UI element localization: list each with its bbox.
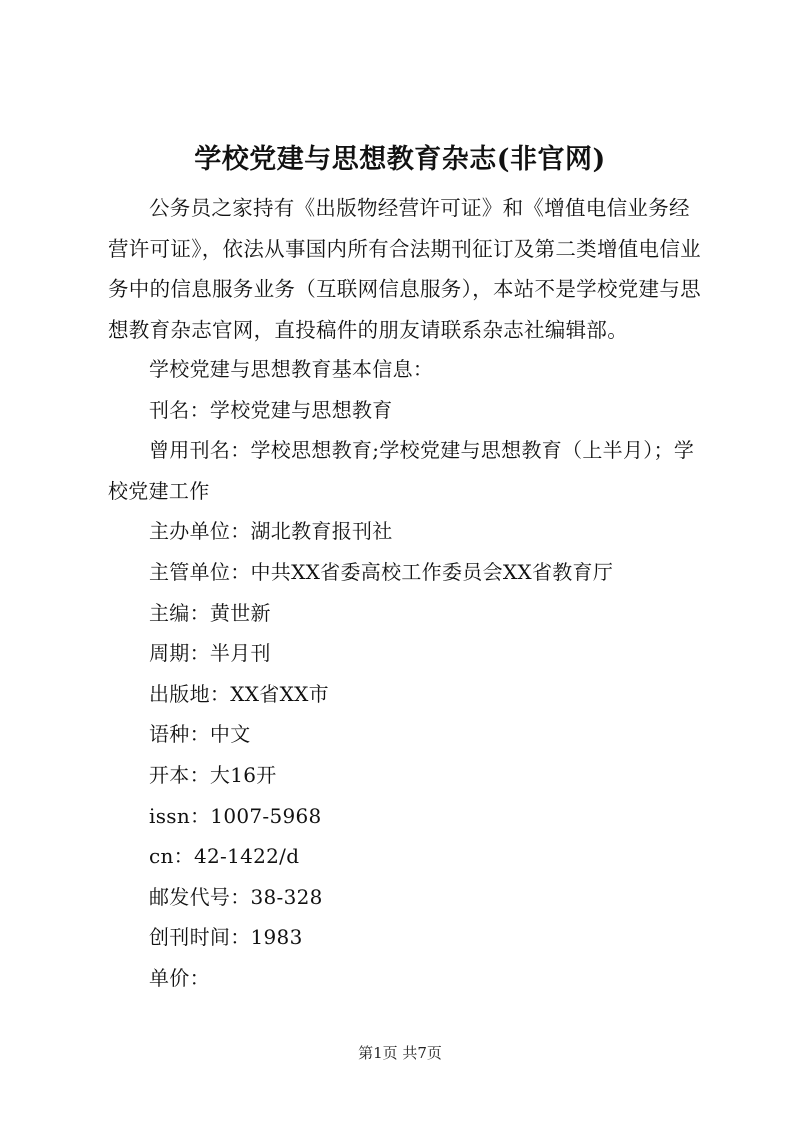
info-journal-name: 刊名：学校党建与思想教育 (149, 397, 393, 422)
info-sponsor: 主办单位：湖北教育报刊社 (149, 519, 393, 544)
info-period: 周期：半月刊 (149, 641, 271, 666)
info-issn: issn：1007-5968 (149, 803, 322, 828)
info-cn: cn：42-1422/d (149, 844, 300, 869)
info-editor: 主编：黄世新 (149, 600, 271, 625)
info-supervisor: 主管单位：中共XX省委高校工作委员会XX省教育厅 (149, 559, 614, 584)
info-language: 语种：中文 (149, 722, 251, 747)
intro-paragraph: 公务员之家持有《出版物经营许可证》和《增值电信业务经营许可证》，依法从事国内所有合法期刊征订及第二类增值电信业务中的信息服务业务（互联网信息服务），本站不是学校党建与思想教育杂志官网，直投稿件的朋友请联系杂志社编辑部。 (108, 196, 701, 342)
info-founded: 创刊时间：1983 (149, 925, 303, 950)
page-footer: 第1页 共7页 (358, 1044, 442, 1062)
info-former-names: 曾用刊名：学校思想教育;学校党建与思想教育（上半月）；学校党建工作 (108, 438, 695, 503)
info-format: 开本：大16开 (149, 762, 277, 787)
info-price: 单价： (149, 965, 210, 990)
info-list (108, 349, 708, 999)
info-postal-code: 邮发代号：38-328 (149, 884, 323, 909)
info-heading: 学校党建与思想教育基本信息： (149, 357, 434, 381)
info-publish-place: 出版地：XX省XX市 (149, 681, 329, 706)
document-title: 学校党建与思想教育杂志(非官网) (194, 144, 606, 175)
